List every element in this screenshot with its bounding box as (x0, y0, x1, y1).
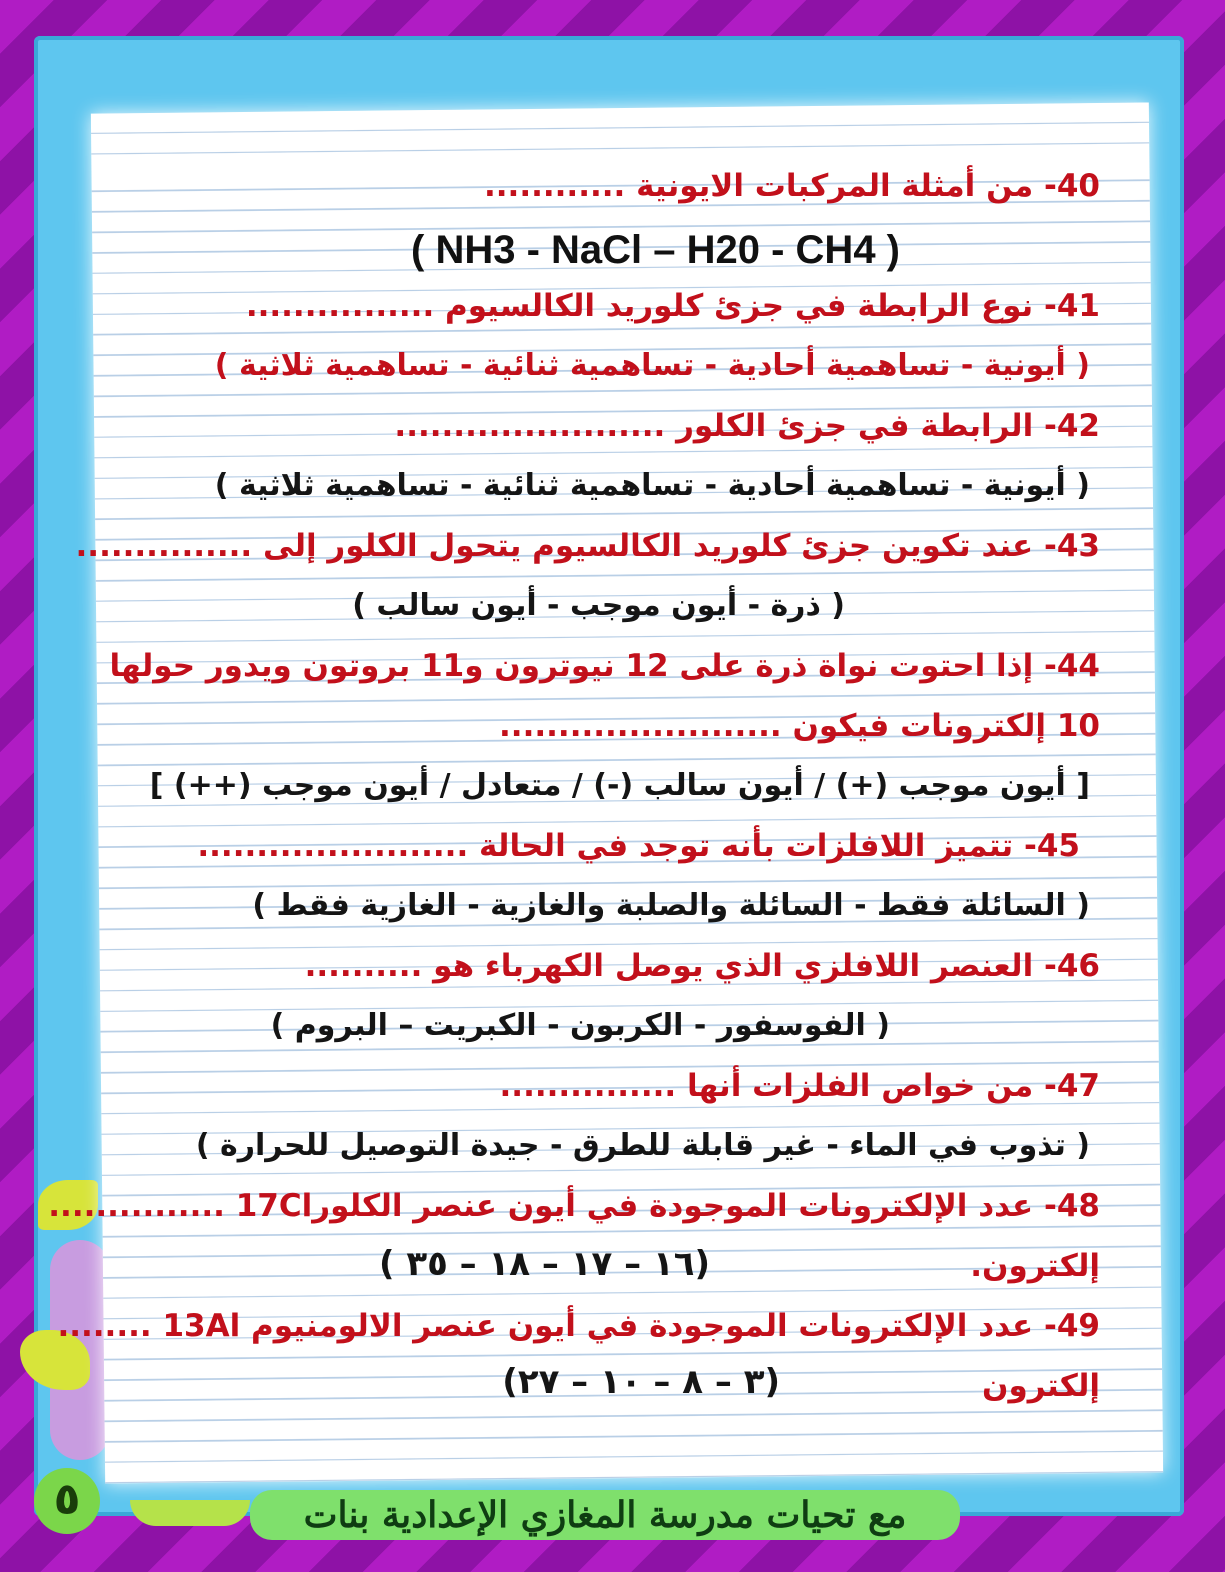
worksheet-content (48, 150, 1100, 1450)
question-46: 46- العنصر اللافلزي الذي يوصل الكهرباء هو .......... (304, 948, 1100, 984)
question-44: 44- إذا احتوت نواة ذرة على 12 نيوترون و11 بروتون ويدور حولها (109, 648, 1100, 684)
answer-choices-45: ( السائلة فقط - السائلة والصلبة والغازية - الغازية فقط ) (252, 888, 1090, 923)
question-41: 41- نوع الرابطة في جزئ كلوريد الكالسيوم ................ (245, 288, 1100, 324)
question-49-unit: إلكترون (982, 1368, 1100, 1404)
question-47: 47- من خواص الفلزات أنها ............... (499, 1068, 1100, 1104)
question-48: 48- عدد الإلكترونات الموجودة في أيون عنصر الكلور17Cl ............... (48, 1188, 1100, 1224)
answer-choices-48: ( ١٦ – ١٧ – ١٨ – ٣٥) (378, 1244, 710, 1284)
school-footer: مع تحيات مدرسة المغازي الإعدادية بنات (250, 1490, 960, 1540)
question-44-continued: 10 إلكترونات فيكون ........................ (499, 708, 1100, 744)
answer-choices-41: ( أيونية - تساهمية أحادية - تساهمية ثنائية - تساهمية ثلاثية ) (214, 348, 1090, 383)
answer-choices-44: [ أيون موجب (+) / أيون سالب (-) / متعادل / أيون موجب (++) ] (149, 768, 1090, 803)
question-42: 42- الرابطة في جزئ الكلور ....................... (394, 408, 1100, 444)
answer-choices-42: ( أيونية - تساهمية أحادية - تساهمية ثنائية - تساهمية ثلاثية ) (214, 468, 1090, 503)
question-43: 43- عند تكوين جزئ كلوريد الكالسيوم يتحول الكلور إلى ............... (75, 528, 1100, 564)
answer-choices-40: ( NH3 - NaCl – H20 - CH4 ) (411, 228, 900, 272)
decorative-shape (130, 1500, 250, 1526)
question-40: 40- من أمثلة المركبات الايونية ............ (484, 168, 1100, 204)
answer-choices-47: ( تذوب في الماء - غير قابلة للطرق - جيدة التوصيل للحرارة ) (195, 1128, 1090, 1163)
question-45: 45- تتميز اللافلزات بأنه توجد في الحالة ....................... (197, 828, 1080, 864)
answer-choices-49: (٣ – ٨ – ١٠ – ٢٧) (502, 1362, 780, 1402)
question-49: 49- عدد الإلكترونات الموجودة في أيون عنصر الالومنيوم 13Al ........ (57, 1308, 1100, 1344)
answer-choices-43: ( ذرة - أيون موجب - أيون سالب ) (352, 588, 845, 623)
page-number: ٥ (34, 1468, 100, 1534)
answer-choices-46: ( الفوسفور - الكربون - الكبريت – البروم ) (270, 1008, 890, 1043)
question-48-unit: إلكترون. (970, 1248, 1100, 1284)
